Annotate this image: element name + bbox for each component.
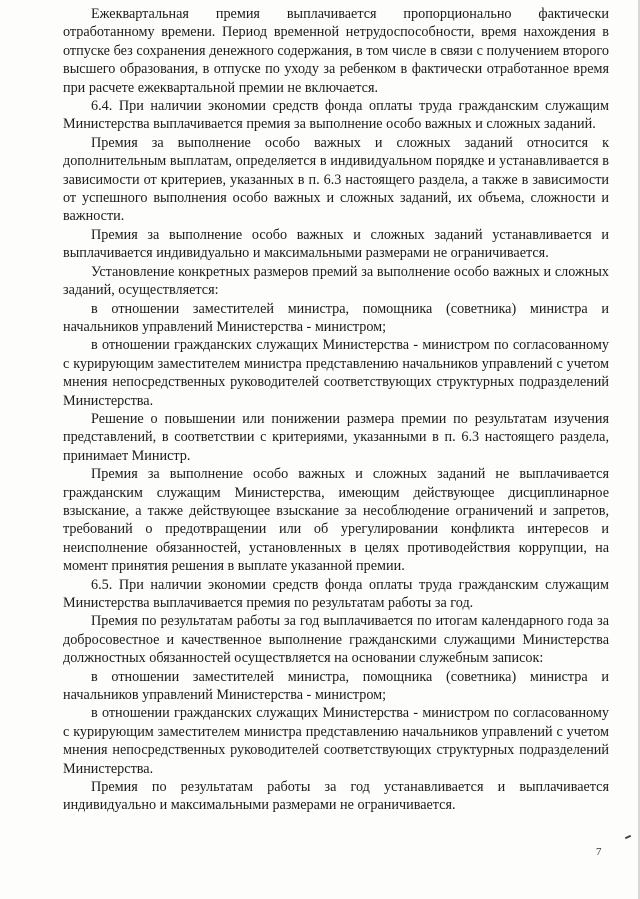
paragraph-6-4: 6.4. При наличии экономии средств фонда оплаты труда гражданским служащим Министерства выплачивается премия за выполнение особо важных и сложных заданий. [63,98,609,133]
paragraph-annual-bonus: Премия по результатам работы за год выплачивается по итогам календарного года за добросовестное и качественное выполнение гражданскими служащими Министерства должностных обязанностей осуществляется на основании служебным записок: [63,613,609,667]
paragraph-6-5: 6.5. При наличии экономии средств фонда оплаты труда гражданским служащим Министерства выплачивается премия по результатам работы за год. [63,576,609,611]
paragraph-annual-deputies: в отношении заместителей министра, помощника (советника) министра и начальников управлений Министерства - министром; [63,668,609,704]
paragraph-bonus-setting: Установление конкретных размеров премий за выполнение особо важных и сложных заданий, осуществляется: [63,263,609,299]
paragraph-annual-civil-servants: в отношении гражданских служащих Министерства - министром по согласованному с курирующим заместителем министра представлению начальников управлений с учетом мнения непосредственных руководителей соответствующих структурных подразделений Министерства. [63,705,609,777]
paragraph-disciplinary-exclusion: Премия за выполнение особо важных и сложных заданий не выплачивается гражданским служащим Министерства, имеющим действующее дисциплинарное взыскание, а также действующее взыскание за несоблюдение ограничений и запретов, требований о предотвращении или об урегулировании конфликта интересов и неисполнение обязанностей, установленных в целях противодействия коррупции, на момент принятия решения в выплате указанной премии. [63,466,609,575]
paragraph-deputies: в отношении заместителей министра, помощника (советника) министра и начальников управлений Министерства - министром; [63,300,609,335]
paragraph-special-tasks-unlimited: Премия за выполнение особо важных и сложных заданий устанавливается и выплачивается индивидуально и максимальными размерами не ограничивается. [63,226,609,262]
paragraph-minister-decision: Решение о повышении или понижении размера премии по результатам изучения представлений, в соответствии с критериями, указанными в п. 6.3 настоящего раздела, принимает Министр. [63,410,609,464]
paragraph-annual-unlimited: Премия по результатам работы за год устанавливается и выплачивается индивидуально и максимальными размерами не ограничивается. [63,779,609,814]
paragraph-civil-servants: в отношении гражданских служащих Министерства - министром по согласованному с курирующим заместителем министра представлению начальников управлений с учетом мнения непосредственных руководителей соответствующих структурных подразделений Министерства. [63,337,609,409]
paragraph-special-tasks-bonus: Премия за выполнение особо важных и сложных заданий относится к дополнительным выплатам, определяется в индивидуальном порядке и устанавливается в зависимости от критериев, указанных в п. 6.3 настоящего раздела, а также в зависимости от успешного выполнения особо важных и сложных заданий, их объема, сложности и важности. [63,134,609,225]
scan-mark [625,835,631,839]
document-body [63,5,609,815]
paragraph-quarterly-bonus: Ежеквартальная премия выплачивается пропорционально фактически отработанному времени. Период временной нетрудоспособности, время нахождения в отпуске без сохранения денежного содержания, в том числе в связи с получением второго высшего образования, в отпуске по уходу за ребенком в фактически отработанное время при расчете ежеквартальной премии не включается. [63,6,609,96]
page-number: 7 [596,846,602,858]
